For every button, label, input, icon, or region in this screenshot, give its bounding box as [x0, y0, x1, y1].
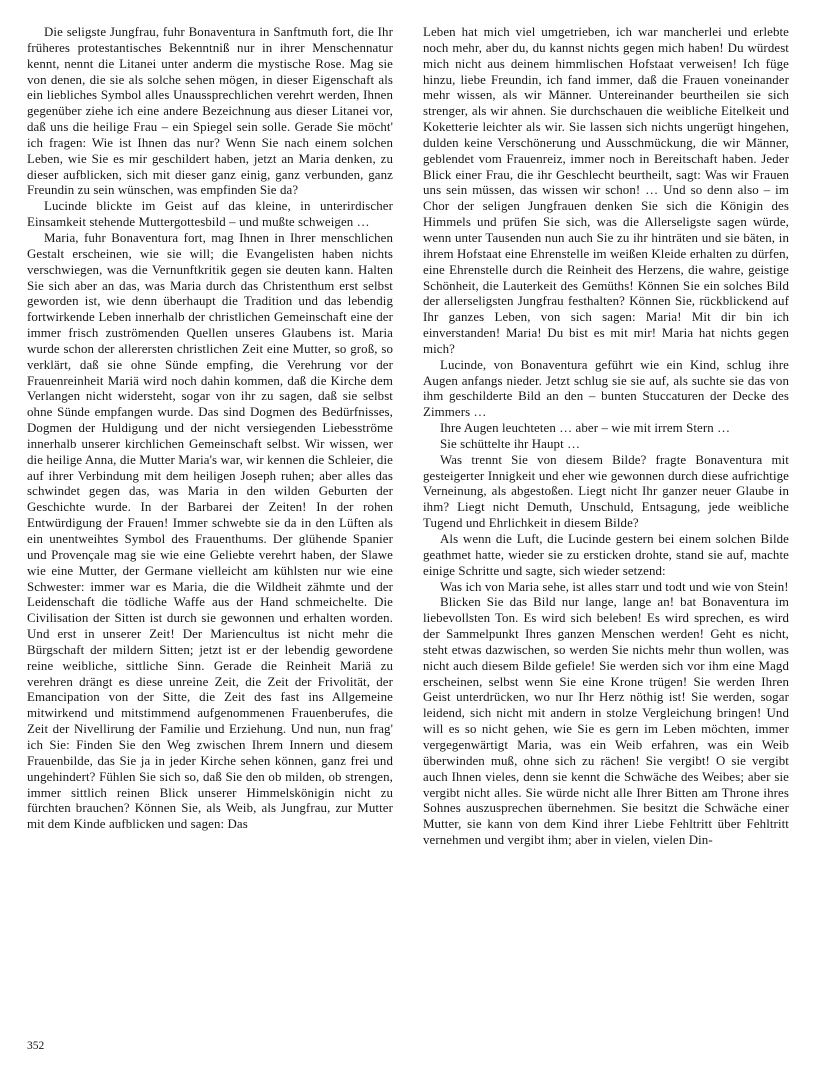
two-column-text-block: [27, 25, 790, 849]
page-number: 352: [27, 1039, 45, 1052]
paragraph: Was ich von Maria sehe, ist alles starr und todt und wie von Stein!: [440, 579, 789, 594]
paragraph: Lucinde, von Bonaventura geführt wie ein Kind, schlug ihre Augen anfangs nieder. Jetzt schlug sie sie auf, als suchte sie das von ihm geschilderte Bild an den – bunten Stuccaturen der Decke des Zimmers …: [423, 357, 789, 420]
paragraph: Die seligste Jungfrau, fuhr Bonaventura in Sanftmuth fort, die Ihr früheres protestantisches Bekenntniß nur in ihrer Menschennatur kennt, nennt die Litanei unter anderm die mystische Rose. Mag sie von denen, die sie als solche sehen mögen, in dieser Eigenschaft als ein liebliches Symbol alles Unaussprechlichen verehrt werden, Ihnen gegenüber ziehe ich eine andere Bezeichnung aus dieser Litanei vor, daß uns die heilige Frau – ein Spiegel sein solle. Gerade Sie möcht' ich fragen: Wie ist Ihnen das nur? Wenn Sie nach einem solchen Leben, wie Sie es mir geschildert haben, jetzt an Maria denken, zu dieser aufblicken, sich mit dieser ganz einig, ganz verbunden, ganz Freundin zu sein wünschen, was empfinden Sie da?: [27, 25, 393, 198]
text-column-right: [423, 25, 789, 849]
paragraph: Ihre Augen leuchteten … aber – wie mit irrem Stern …: [440, 421, 731, 436]
paragraph-continuation: Leben hat mich viel umgetrieben, ich war mancherlei und erlebte noch mehr, aber du, du kannst nichts gegen mich haben! Du würdest mich nicht aus deinem himmlischen Hofstaat verweisen! Ich füge hinzu, liebe Freundin, ich fand immer, daß die Frauen voneinander mehr wissen, als wir Männer. Untereinander beurtheilen sie sich strenger, als wir ahnen. Sie durchschauen die weibliche Eitelkeit und Koketterie leichter als wir. Sie lassen sich nichts ungerügt hingehen, dulden keine Verschönerung und Ausschmückung, die wir Männer, geblendet vom Frauenreiz, immer noch in Bereitschaft haben. Jeder Blick einer Frau, die ihr Geschlecht beurtheilt, sagt: Was wir Frauen uns sein müssen, das wissen wir schon! … Und so denn also – im Chor der seligen Jungfrauen denken Sie sich die Königin des Himmels und prüfen Sie sich, was die Allerseligste sagen würde, wenn unter Tausenden nun auch Sie zu ihr hinträten und sie bäten, in ihrem Hofstaat eine Ehrenstelle im weißen Kleide erhalten zu dürfen, eine Ehrenstelle durch die Reinheit des Herzens, die wahre, geistige Schönheit, die Lauterkeit des Gemüths! Können Sie ein solches Bild der allerseligsten Jungfrau festhalten? Können Sie, rückblickend auf Ihr ganzes Leben, von sich sagen: Maria! Mit dir bin ich einverstanden! Maria! Du bist es mit mir! Maria hat nichts gegen mich?: [423, 25, 789, 356]
paragraph: Sie schüttelte ihr Haupt …: [440, 436, 581, 451]
text-column-left: [27, 25, 393, 849]
paragraph: Blicken Sie das Bild nur lange, lange an! bat Bonaventura im liebevollsten Ton. Es wird sich beleben! Es wird sprechen, es wird der Sammelpunkt Ihres ganzen Menschen werden! Geht es nicht, steht etwas dazwischen, so werden Sie nichts mehr thun wollen, was nicht auch diesem Bilde gefiele! Sie werden sich vor ihm eine Magd erscheinen, selbst wenn Sie eine Krone trügen! Sie werden Ihren Geist unterdrücken, wo nur Ihr Herz nöthig ist! Sie werden, sogar leidend, sich nicht mit andern in stolze Vergleichung bringen! Und will es so nicht gehen, wie Sie es gern im Leben möchten, immer vergegenwärtigt Maria, was ein Weib erfahren, was ein Weib überwinden muß, ohne sich zu rächen! Sie vergibt! O sie vergibt auch Ihnen vieles, denn sie kennt die Schwäche des Weibes; aber sie vergibt nicht alles. Sie würde nicht alle Ihrer Bitten am Throne ihres Sohnes auszusprechen übernehmen. Sie besitzt die Schwäche einer Mutter, sie kann von dem Kind ihrer Liebe Fehltritt über Fehltritt vernehmen und vergibt ihm; aber in vielen, vielen Din-: [423, 595, 789, 848]
paragraph: Was trennt Sie von diesem Bilde? fragte Bonaventura mit gesteigerter Innigkeit und eher wie gewonnen durch diese aufrichtige Verneinung, als abgestoßen. Liegt nicht Ihr ganzer neuer Glaube in ihm? Liegt nicht Demuth, Unschuld, Entsagung, jede weibliche Tugend und Ehrlichkeit in diesem Bilde?: [423, 452, 789, 531]
paragraph: Maria, fuhr Bonaventura fort, mag Ihnen in Ihrer menschlichen Gestalt erscheinen, wie sie will; die Evangelisten haben nichts verschwiegen, was die Vernunftkritik gegen sie deuten kann. Halten Sie sich aber an das, was Maria durch das Christenthum erst selbst geworden ist, wie denn überhaupt die Tradition und das lebendig fortwirkende Leben innerhalb der christlichen Gemeinschaft eine der immer frisch zuströmenden Quellen unseres Glaubens ist. Maria wurde schon der allerersten christlichen Zeit eine Mutter, so groß, so verklärt, daß sie ohne Sünde empfing, die Verehrung vor der Frauenreinheit Mariä wird noch dahin kommen, daß die Kirche dem Verlangen nicht widersteht, sogar von ihr zu sagen, daß sie selbst ohne Sünde empfangen wurde. Das sind Dogmen des Bedürfnisses, Dogmen der Huldigung und der nicht versiegenden Liebesströme innerhalb unserer kirchlichen Gemeinschaft selbst. Wir wissen, wer die heilige Anna, die Mutter Maria's war, wir kennen die Schleier, die auf ihrer Verbindung mit dem heiligen Joseph ruhen; aber alles das schwindet gegen das, was Maria in den wilden Geburten der Geschichte wurde. In der Barbarei der Zeiten! In der rohen Entwürdigung der Frauen! Immer schwebte sie da in den Lüften als ein unentweihtes Symbol des Frauenthums. Der glühende Spanier und Provençale mag sie wie eine Geliebte verehrt haben, der Slawe wie eine Mutter, der Germane vielleicht am kühlsten nur wie eine Schwester: immer war es Maria, die die Wildheit zähmte und der Leidenschaft die tödliche Waffe aus der Hand schmeichelte. Die Civilisation der Sitten ist durch sie gewonnen und erhalten worden. Und erst in unserer Zeit! Der Mariencultus ist nicht mehr die Bürgschaft der mildern Sitten; jetzt ist er der lebendig gewordene reine weibliche, sittliche Sinn. Gerade die Reinheit Mariä zu verehren drängt es diese unreine Zeit, die Zeit der Frivolität, der Emancipation von der Sitte, die Zeit des fast ins Allgemeine mitwirkend und mitstimmend aufgenommenen Frauenberufes, die Zeit der Nivellirung der Familie und Erziehung. Und nun, nun frag' ich Sie: Finden Sie den Weg zwischen Ihrem Innern und diesem Frauenbilde, das Sie ja in jeder Kirche sehen können, ganz frei und ungehindert? Fühlen Sie sich so, daß Sie den ob milden, ob strengen, immer sittlich reinen Blick unserer Himmelskönigin nicht zu fürchten brauchen? Können Sie, als Weib, als Jungfrau, zur Mutter mit dem Kinde aufblicken und sagen: Das: [27, 230, 393, 832]
paragraph: Lucinde blickte im Geist auf das kleine, in unterirdischer Einsamkeit stehende Muttergottesbild – und mußte schweigen …: [27, 199, 393, 230]
paragraph: Als wenn die Luft, die Lucinde gestern bei einem solchen Bilde geathmet hatte, wieder sie zu ersticken drohte, stand sie auf, machte einige Schritte und sagte, sich wieder setzend:: [423, 532, 789, 578]
